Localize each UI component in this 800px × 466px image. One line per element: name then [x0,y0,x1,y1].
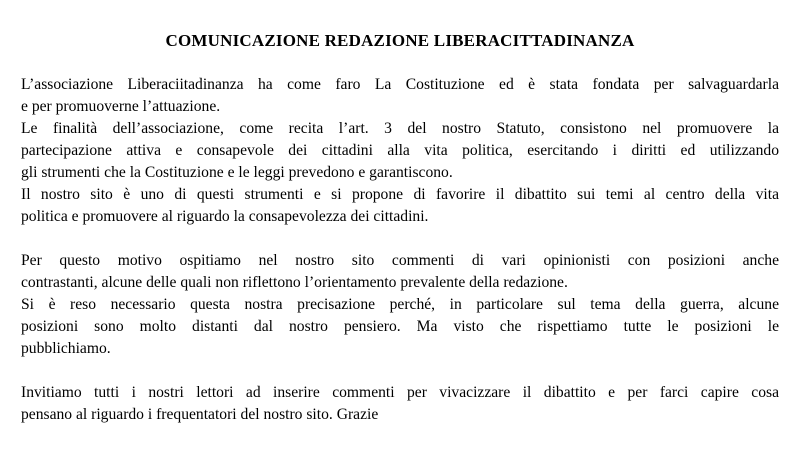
text-line: L’associazione Liberaciitadinanza ha come faro La Costituzione ed è stata fondata per salvaguardarla [21,76,779,93]
blank-line [21,228,779,250]
text-line: Il nostro sito è uno di questi strumenti e si propone di favorire il dibattito sui temi al centro della vita [21,186,779,203]
text-line: posizioni sono molto distanti dal nostro pensiero. Ma visto che rispettiamo tutte le posizioni le [21,318,779,335]
text-line: Invitiamo tutti i nostri lettori ad inserire commenti per vivacizzare il dibattito e per farci capire cosa [21,384,779,401]
paragraph [21,250,779,294]
paragraph [21,74,779,118]
text-line: partecipazione attiva e consapevole dei cittadini alla vita politica, esercitando i diritti ed utilizzando [21,142,779,159]
text-line: e per promuoverne l’attuazione. [21,98,221,115]
paragraph [21,294,779,360]
text-line: gli strumenti che la Costituzione e le leggi prevedono e garantiscono. [21,164,453,181]
paragraph [21,382,779,426]
text-line: pensano al riguardo i frequentatori del nostro sito. Grazie [21,406,379,423]
text-line: Si è reso necessario questa nostra precisazione perché, in particolare sul tema della guerra, alcune [21,296,779,313]
text-line: Per questo motivo ospitiamo nel nostro sito commenti di vari opinionisti con posizioni anche [21,252,779,269]
text-line: politica e promuovere al riguardo la consapevolezza dei cittadini. [21,208,429,225]
page-title: COMUNICAZIONE REDAZIONE LIBERACITTADINANZA [165,31,635,50]
paragraph [21,184,779,228]
text-line: contrastanti, alcune delle quali non riflettono l’orientamento prevalente della redazione. [21,274,568,291]
text-line: Le finalità dell’associazione, come recita l’art. 3 del nostro Statuto, consistono nel promuovere la [21,120,779,137]
blank-line [21,360,779,382]
document-body [21,74,779,426]
paragraph [21,118,779,184]
text-line: pubblichiamo. [21,340,111,357]
